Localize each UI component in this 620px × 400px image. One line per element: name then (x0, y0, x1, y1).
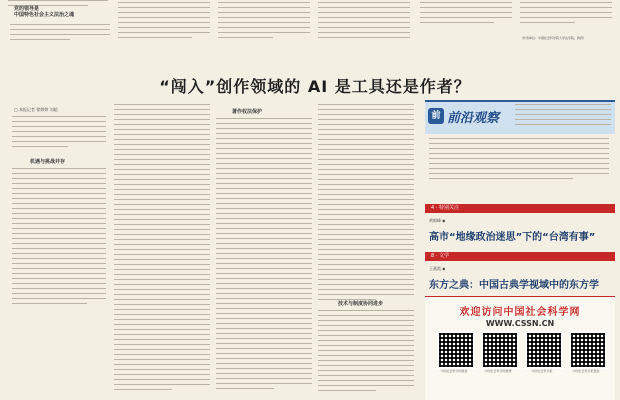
section-bar-special: 4 · 特别关注 (425, 204, 615, 213)
top-right-note: （作者单位：中国社会科学院大学法学院，教授） (520, 36, 587, 40)
qr-caption-4: 中国社会科学报微信 (572, 369, 600, 373)
author-1: 黄细峰 ◆ (429, 218, 446, 223)
qr-caption-2: 中国社会科学网微博 (484, 369, 512, 373)
promo-title: 欢迎访问中国社会科学网 (459, 307, 581, 318)
top-left-heading: 党的领导是 中国特色社会主义法治之魂 (14, 6, 75, 18)
article-column-1 (12, 116, 106, 151)
sidebar-intro-text (515, 104, 611, 129)
feature-link-1[interactable]: 高市“地缘政治迷思”下的“台湾有事” (429, 232, 596, 243)
top-column-5 (420, 2, 512, 27)
banner-title: 前沿观察 (447, 111, 500, 126)
top-column-4 (318, 2, 410, 42)
sidebar (425, 100, 615, 400)
top-column-3 (218, 2, 310, 42)
sidebar-body-text (429, 138, 609, 183)
byline: □ 本报记者 徐婷婷 刘超 (14, 107, 58, 112)
article-column-4 (318, 104, 414, 304)
author-2: 王燕霞 ◆ (429, 266, 446, 271)
qr-code-1[interactable] (437, 331, 475, 369)
article-column-3 (216, 118, 312, 393)
promo-url-link[interactable]: WWW.CSSN.CN (485, 319, 555, 328)
article-column-1b (12, 168, 106, 308)
section-heading-3: 技术与制度协同进步 (338, 301, 384, 307)
qr-code-2[interactable] (481, 331, 519, 369)
top-column-6 (520, 2, 612, 27)
section-bar-literature: 8 · 文学 (425, 252, 615, 261)
top-column-2 (118, 2, 210, 42)
article-column-4b (318, 310, 414, 395)
feature-link-2[interactable]: 东方之典：中国古典学视域中的东方学 (429, 280, 599, 291)
section-heading-1: 机遇与挑战并存 (30, 159, 66, 165)
qr-code-3[interactable] (525, 331, 563, 369)
qr-caption-1: 中国社会科学网微信 (440, 369, 468, 373)
article-column-2 (114, 104, 210, 394)
top-left-text (10, 24, 110, 44)
qr-caption-3: 中国社会科学报 (531, 369, 553, 373)
qr-code-4[interactable] (569, 331, 607, 369)
frontier-logo-icon: 前 (428, 108, 444, 124)
cssn-promo (425, 296, 615, 400)
section-heading-2: 著作权法保护 (232, 109, 263, 115)
headline: “闯入”创作领域的 AI 是工具还是作者？ (159, 77, 471, 96)
